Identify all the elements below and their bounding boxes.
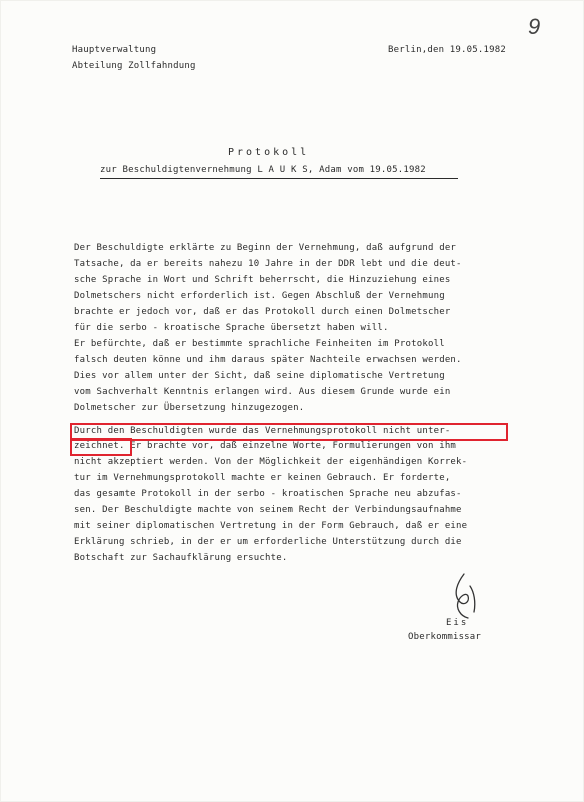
body-line: tur im Vernehmungsprotokoll machte er keinen Gebrauch. Er forderte, bbox=[74, 473, 451, 483]
body-line: falsch deuten könne und ihm daraus später Nachteile erwachsen werden. bbox=[74, 355, 462, 365]
body-line: Erklärung schrieb, in der er um erforderliche Unterstützung durch die bbox=[74, 537, 462, 547]
body-line: Botschaft zur Sachaufklärung ersuchte. bbox=[74, 553, 288, 563]
authority-line-2: Abteilung Zollfahndung bbox=[72, 61, 196, 71]
body-line: mit seiner diplomatischen Vertretung in der Form Gebrauch, daß er eine bbox=[74, 521, 468, 531]
body-line: Er befürchte, daß er bestimmte sprachliche Feinheiten im Protokoll bbox=[74, 339, 445, 349]
page-number: 9 bbox=[528, 14, 541, 39]
place-date: Berlin,den 19.05.1982 bbox=[388, 45, 506, 55]
body-line: Dolmetschers nicht erforderlich ist. Gegen Abschluß der Vernehmung bbox=[74, 291, 445, 301]
body-line: Tatsache, da er bereits nahezu 10 Jahre in der DDR lebt und die deut- bbox=[74, 259, 462, 269]
handwritten-signature bbox=[430, 572, 490, 622]
body-line: sen. Der Beschuldigte machte von seinem Recht der Verbindungsaufnahme bbox=[74, 505, 462, 515]
highlight-box-word bbox=[70, 438, 132, 456]
body-line: zeichnet. Er brachte vor, daß einzelne Worte, Formulierungen von ihm bbox=[74, 441, 457, 451]
body-line: sche Sprache in Wort und Schrift beherrscht, die Hinzuziehung eines bbox=[74, 275, 451, 285]
signatory-rank: Oberkommissar bbox=[408, 632, 482, 642]
body-line: das gesamte Protokoll in der serbo - kroatischen Sprache neu abzufas- bbox=[74, 489, 462, 499]
body-line: für die serbo - kroatische Sprache übersetzt haben will. bbox=[74, 323, 389, 333]
authority-line-1: Hauptverwaltung bbox=[72, 45, 157, 55]
body-line: Dies vor allem unter der Sicht, daß seine diplomatische Vertretung bbox=[74, 371, 445, 381]
signature-initials: Eis bbox=[446, 618, 469, 628]
body-line: Dolmetscher zur Übersetzung hinzugezogen. bbox=[74, 403, 305, 413]
highlighted-line: Durch den Beschuldigten wurde das Vernehmungsprotokoll nicht unter- bbox=[74, 426, 451, 436]
body-line: vom Sachverhalt Kenntnis erlangen wird. Aus diesem Grunde wurde ein bbox=[74, 387, 451, 397]
highlight-box-sentence bbox=[70, 423, 508, 441]
document-title: Protokoll bbox=[228, 147, 310, 158]
body-line: brachte er jedoch vor, daß er das Protokoll durch einen Dolmetscher bbox=[74, 307, 451, 317]
document-subtitle: zur Beschuldigtenvernehmung L A U K S, Adam vom 19.05.1982 bbox=[100, 165, 426, 175]
body-line: Der Beschuldigte erklärte zu Beginn der Vernehmung, daß aufgrund der bbox=[74, 243, 457, 253]
body-line: nicht akzeptiert werden. Von der Möglichkeit der eigenhändigen Korrek- bbox=[74, 457, 468, 467]
subtitle-underline bbox=[100, 178, 458, 179]
